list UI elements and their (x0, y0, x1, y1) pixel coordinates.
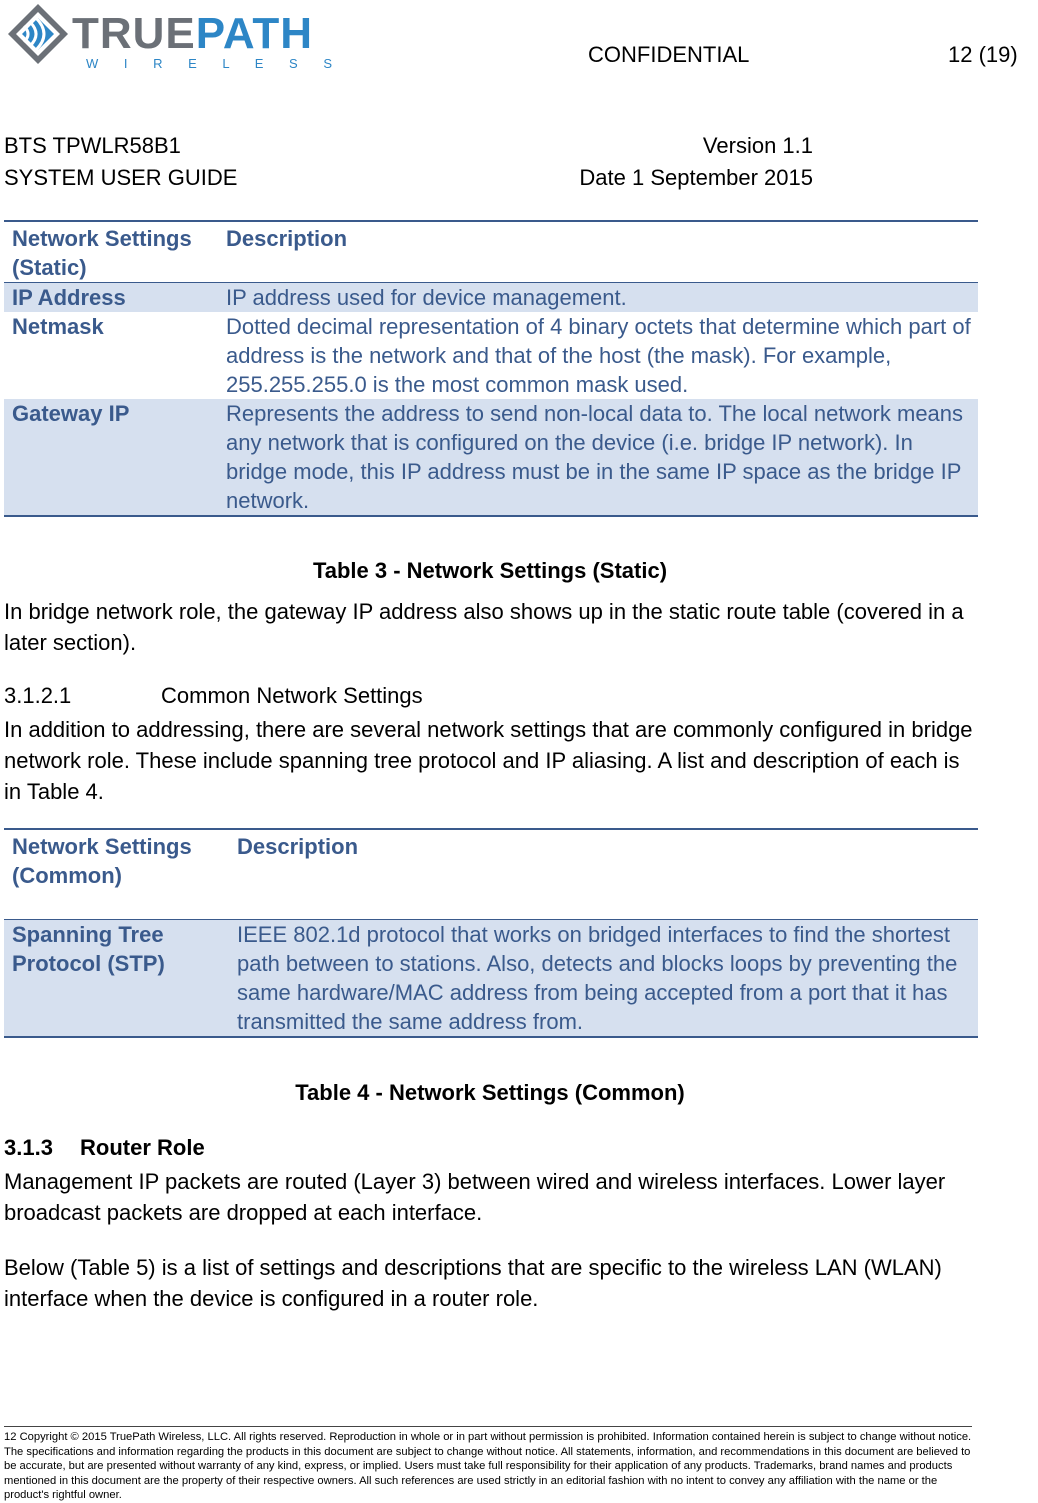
table-header-row (4, 829, 978, 920)
table-row (4, 920, 978, 1038)
table-row (4, 283, 978, 313)
footer (4, 1426, 972, 1503)
setting-description: IEEE 802.1d protocol that works on bridged interfaces to find the shortest path between to stations. Also, detects and blocks loops by preventing the same hardware/MAC address from being accepted from a port that it has transmitted the same address from. (237, 920, 978, 1038)
section-number: 3.1.3 (4, 1135, 53, 1160)
logo-true: TRUE (72, 9, 196, 58)
logo-mark-icon (8, 4, 68, 64)
doc-id: BTS TPWLR58B1 (4, 133, 181, 158)
header-description: Description (237, 829, 978, 920)
table-network-static (4, 220, 978, 517)
table-row (4, 399, 978, 516)
section-title: Router Role (80, 1135, 205, 1160)
header-description: Description (226, 221, 978, 283)
header-network-settings: Network Settings (Static) (4, 221, 226, 283)
table4-caption: Table 4 - Network Settings (Common) (295, 1080, 685, 1105)
paragraph-gateway: In bridge network role, the gateway IP address also shows up in the static route table (covered in a later section). (4, 599, 964, 655)
truepath-logo (2, 0, 362, 76)
section-title: Common Network Settings (161, 683, 423, 708)
setting-name: Netmask (12, 314, 104, 339)
doc-version: Version 1.1 (702, 133, 813, 158)
logo-path: PATH (195, 9, 314, 58)
paragraph-router-2: Below (Table 5) is a list of settings and descriptions that are specific to the wireless LAN (WLAN) interface when the device is configured in a router role. (4, 1255, 942, 1311)
setting-description: Dotted decimal representation of 4 binary octets that determine which part of address is the network and that of the host (the mask). For example, 255.255.255.0 is the most common mask used. (226, 314, 971, 397)
table-header-row (4, 221, 978, 283)
paragraph-router-1: Management IP packets are routed (Layer 3) between wired and wireless interfaces. Lower layer broadcast packets are dropped at each interface. (4, 1169, 946, 1225)
setting-name: IP Address (4, 283, 226, 313)
header-network-settings: Network Settings (Common) (4, 829, 237, 920)
doc-date: Date 1 September 2015 (579, 165, 813, 190)
setting-description: IP address used for device management. (226, 283, 978, 313)
table-row (4, 312, 978, 399)
footer-copyright: Copyright © 2015 TruePath Wireless, LLC. All rights reserved. Reproduction in whole or in part without permission is prohibited. Information contained herein is subject to change without notice. The specifications and information regarding the products in this document are subject to change without notice. All statements, information, and recommendations in this document are believed to be accurate, but are presented without warranty of any kind, express, or implied. Users must take full responsibility for their application of any products. Trademarks, brand names and products mentioned in this document are the property of their respective owners. All such references are used strictly in an editorial fashion with no intent to convey any affiliation with the name or the product's rightful owner. (4, 1431, 972, 1501)
logo-subtitle: W I R E L E S S (86, 56, 343, 71)
confidential-label: CONFIDENTIAL (588, 42, 750, 67)
section-heading-3121 (4, 680, 979, 711)
page-number: 12 (19) (948, 42, 1018, 67)
section-number: 3.1.2.1 (4, 683, 72, 708)
guide-title: SYSTEM USER GUIDE (4, 165, 238, 190)
svg-text:TRUEPATH (72, 9, 313, 58)
table3-caption: Table 3 - Network Settings (Static) (312, 558, 668, 583)
paragraph-common: In addition to addressing, there are several network settings that are commonly configured in bridge network role. These include spanning tree protocol and IP aliasing. A list and description of each is in Table 4. (4, 717, 973, 804)
setting-description: Represents the address to send non-local data to. The local network means any network that is configured on the device (i.e. bridge IP network). In bridge mode, this IP address must be in the same IP space as the bridge IP network. (226, 399, 978, 516)
setting-name: Gateway IP (4, 399, 226, 516)
footer-page-number: 12 (4, 1431, 17, 1443)
section-heading-313 (4, 1132, 979, 1163)
setting-name: Spanning Tree Protocol (STP) (4, 920, 237, 1038)
table-network-common (4, 828, 978, 1038)
